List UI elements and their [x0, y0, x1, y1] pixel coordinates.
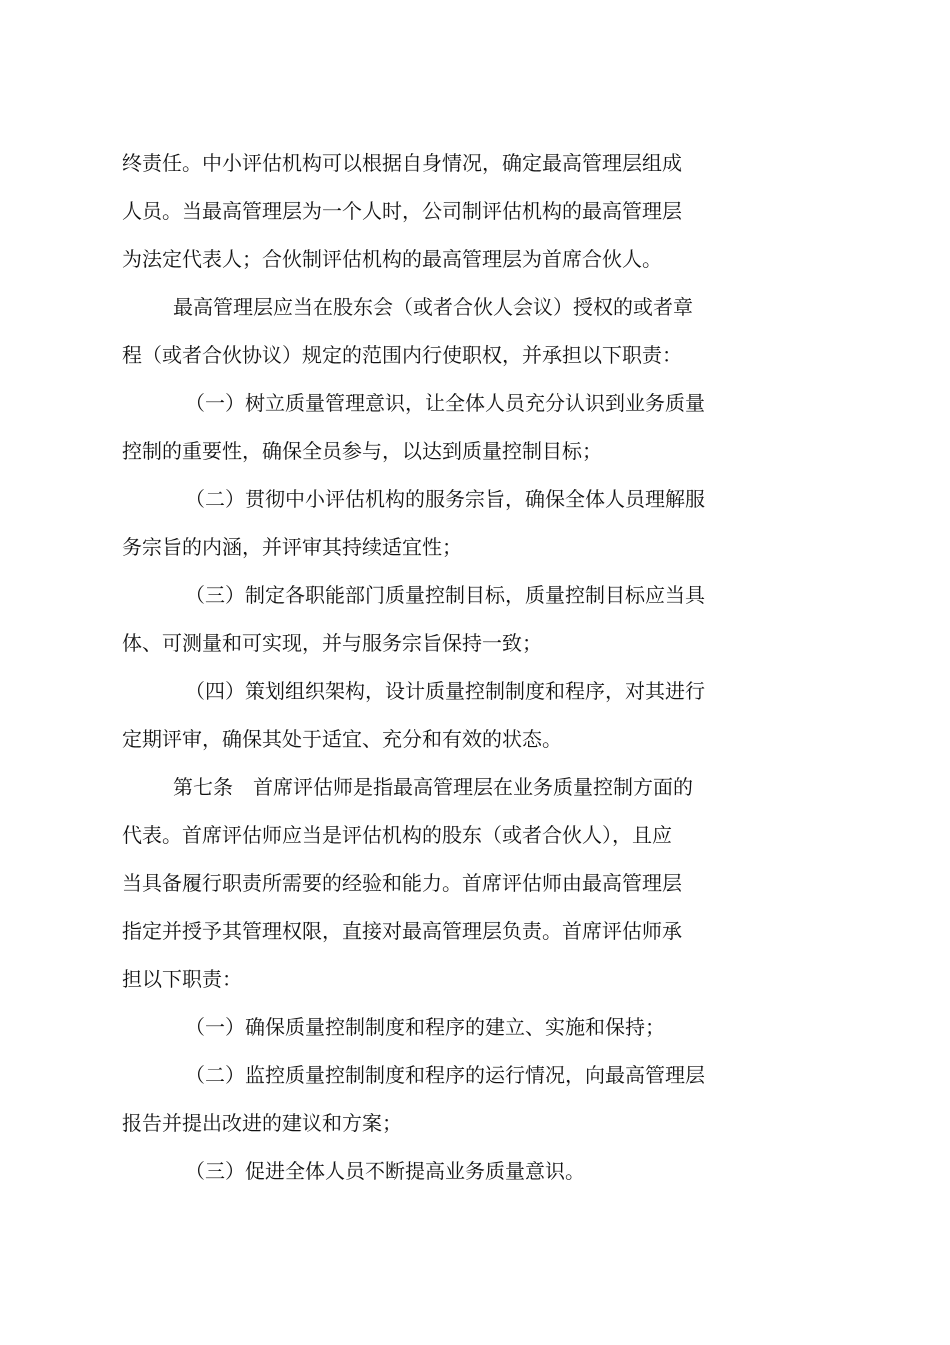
text-line: 担以下职责：: [122, 967, 242, 991]
text-line: 体、可测量和可实现，并与服务宗旨保持一致；: [122, 631, 542, 655]
text-line: 第七条 首席评估师是指最高管理层在业务质量控制方面的: [173, 775, 693, 799]
text-line: （四）策划组织架构，设计质量控制制度和程序，对其进行: [185, 679, 705, 703]
text-line: 程（或者合伙协议）规定的范围内行使职权，并承担以下职责：: [122, 343, 682, 367]
text-line: 当具备履行职责所需要的经验和能力。首席评估师由最高管理层: [122, 871, 682, 895]
text-line: （一）确保质量控制制度和程序的建立、实施和保持；: [185, 1015, 665, 1039]
text-line: （一）树立质量管理意识，让全体人员充分认识到业务质量: [185, 391, 705, 415]
text-line: （二）贯彻中小评估机构的服务宗旨，确保全体人员理解服: [185, 487, 705, 511]
text-line: 报告并提出改进的建议和方案；: [122, 1111, 402, 1135]
text-line: 人员。当最高管理层为一个人时，公司制评估机构的最高管理层: [122, 199, 682, 223]
text-line: 代表。首席评估师应当是评估机构的股东（或者合伙人），且应: [122, 823, 672, 847]
text-line: （三）制定各职能部门质量控制目标，质量控制目标应当具: [185, 583, 705, 607]
text-line: 定期评审，确保其处于适宜、充分和有效的状态。: [122, 727, 562, 751]
text-line: 终责任。中小评估机构可以根据自身情况，确定最高管理层组成: [122, 151, 682, 175]
text-line: 务宗旨的内涵，并评审其持续适宜性；: [122, 535, 462, 559]
text-line: 为法定代表人；合伙制评估机构的最高管理层为首席合伙人。: [122, 247, 662, 271]
text-line: 控制的重要性，确保全员参与，以达到质量控制目标；: [122, 439, 602, 463]
text-line: 指定并授予其管理权限，直接对最高管理层负责。首席评估师承: [122, 919, 682, 943]
text-line: （三）促进全体人员不断提高业务质量意识。: [185, 1159, 585, 1183]
text-line: （二）监控质量控制制度和程序的运行情况，向最高管理层: [185, 1063, 705, 1087]
text-line: 最高管理层应当在股东会（或者合伙人会议）授权的或者章: [173, 295, 693, 319]
